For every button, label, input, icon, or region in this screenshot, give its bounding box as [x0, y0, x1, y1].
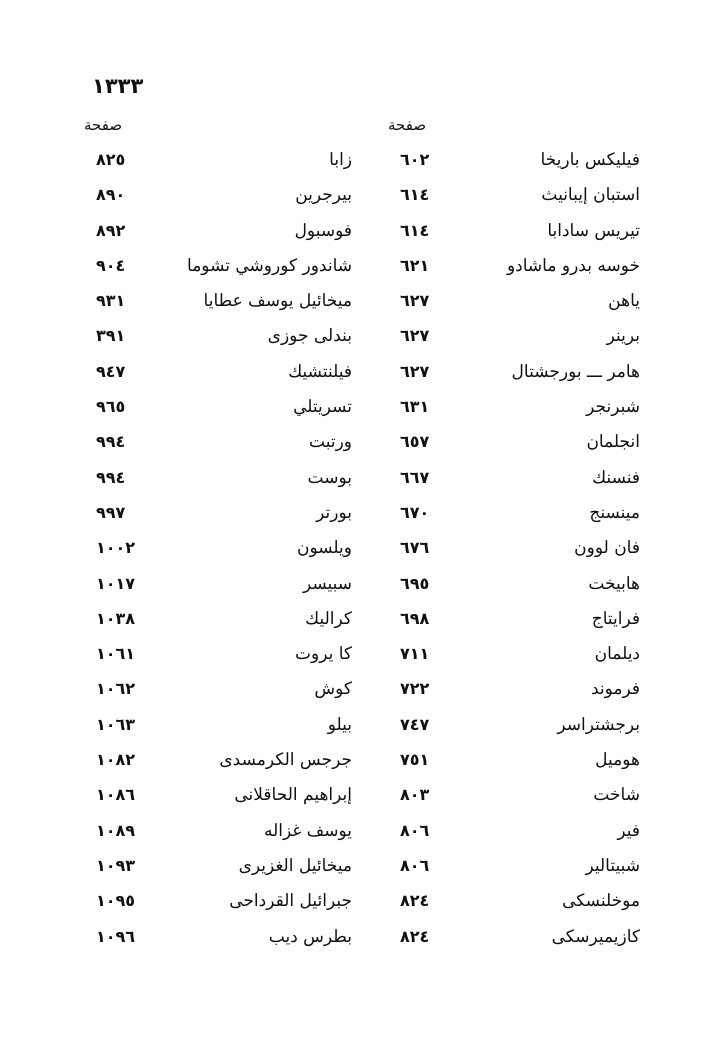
index-row [0, 180, 718, 215]
left-entry-page: ٨٢٥ [96, 150, 126, 169]
left-entry-page: ١٠٦١ [96, 644, 136, 664]
left-entry-name: كوش [314, 679, 352, 700]
right-entry-page: ٦٢١ [400, 255, 430, 275]
left-entry-page: ١٠٨٢ [96, 750, 136, 770]
index-row [0, 145, 718, 180]
left-entry-name: ميخائيل الغزيرى [238, 855, 352, 876]
right-entry-page: ٦١٤ [400, 185, 430, 205]
left-entry-name: جرجس الكرمسدى [219, 750, 352, 771]
left-entry-page: ٩٣١ [96, 291, 126, 311]
left-entry-page: ٩٩٧ [96, 502, 126, 522]
right-entry-page: ٦٦٧ [400, 467, 430, 487]
index-row [0, 851, 718, 886]
left-entry-name: سبيسر [302, 573, 352, 594]
right-entry-page: ٦١٤ [400, 220, 430, 240]
index-row [0, 745, 718, 780]
index-row [0, 427, 718, 462]
right-entry-page: ٦٢٧ [400, 291, 430, 311]
left-entry-page: ١٠٨٦ [96, 785, 136, 805]
index-row [0, 321, 718, 356]
right-entry-page: ٧٤٧ [400, 714, 430, 734]
left-entry-name: كراليك [305, 608, 352, 629]
right-entry-name: فيليكس باريخا [540, 150, 640, 170]
right-entry-name: برينر [606, 326, 640, 347]
right-entry-name: برجشتراسر [557, 714, 640, 735]
right-entry-page: ٦٧٦ [400, 538, 430, 558]
index-row [0, 251, 718, 286]
right-entry-name: استبان إيبانيث [541, 185, 640, 206]
right-entry-name: فنسنك [592, 467, 640, 488]
index-row [0, 569, 718, 604]
left-entry-name: جبرائيل القرداحى [229, 891, 352, 912]
left-entry-page: ٣٩١ [96, 326, 126, 346]
right-entry-name: فان لوون [574, 538, 640, 559]
left-entry-page: ١٠٦٣ [96, 714, 136, 734]
left-entry-page: ١٠٠٢ [96, 538, 136, 558]
left-entry-name: فيلنتشيك [288, 361, 352, 382]
right-entry-page: ٨٠٣ [400, 785, 430, 805]
right-entry-name: انجلمان [586, 432, 640, 453]
right-entry-page: ٨٠٦ [400, 820, 430, 840]
right-entry-page: ٦٠٢ [400, 150, 430, 169]
left-entry-page: ١٠٩٦ [96, 926, 136, 946]
left-entry-name: بورتر [316, 502, 352, 523]
left-entry-page: ٩٦٥ [96, 397, 126, 417]
right-entry-page: ٦٢٧ [400, 326, 430, 346]
left-entry-name: ويلسون [296, 538, 352, 559]
left-entry-name: كا يروت [294, 644, 352, 665]
left-entry-page: ١٠٣٨ [96, 608, 136, 628]
index-row [0, 674, 718, 709]
right-entry-page: ٨٢٤ [400, 891, 430, 911]
left-entry-page: ١٠١٧ [96, 573, 136, 593]
index-row [0, 286, 718, 321]
left-entry-page: ١٠٨٩ [96, 820, 136, 840]
left-entry-name: شاندور كوروشي تشوما [187, 255, 352, 276]
index-row [0, 604, 718, 639]
right-entry-page: ٦٩٨ [400, 608, 430, 628]
right-entry-name: ديلمان [594, 644, 640, 665]
index-row [0, 463, 718, 498]
right-entry-page: ٦٩٥ [400, 573, 430, 593]
right-entry-page: ٦٧٠ [400, 502, 430, 522]
right-column-header: صفحة [388, 116, 427, 134]
index-row [0, 216, 718, 251]
right-entry-name: خوسه بدرو ماشادو [506, 255, 640, 276]
right-entry-name: تيريس سادابا [547, 220, 640, 241]
left-entry-page: ٩٠٤ [96, 255, 126, 275]
index-row [0, 639, 718, 674]
left-entry-name: بطرس ديب [268, 926, 352, 947]
right-entry-name: شبرنجر [586, 397, 640, 418]
left-entry-name: بندلى جوزى [267, 326, 352, 347]
right-entry-name: موخلنسكى [562, 891, 640, 912]
right-entry-name: مينسنج [589, 502, 640, 523]
right-entry-page: ٦٣١ [400, 397, 430, 417]
left-entry-name: ورتبت [309, 432, 352, 453]
left-entry-name: زابا [329, 150, 352, 170]
index-row [0, 357, 718, 392]
index-row [0, 533, 718, 568]
index-row [0, 710, 718, 745]
right-entry-page: ٦٥٧ [400, 432, 430, 452]
left-entry-page: ٩٤٧ [96, 361, 126, 381]
left-entry-name: يوسف غزاله [263, 820, 352, 841]
index-row [0, 498, 718, 533]
page-number: ١٣٣٣ [92, 74, 144, 98]
index-row [0, 392, 718, 427]
right-entry-name: هابيخت [588, 573, 640, 594]
index-table [0, 145, 718, 957]
left-entry-name: بيلو [327, 714, 352, 735]
right-entry-page: ٧٢٢ [400, 679, 430, 699]
right-entry-name: فرايتاج [591, 608, 640, 629]
right-entry-name: شاخت [593, 785, 640, 806]
index-row [0, 886, 718, 921]
right-entry-name: فرموند [590, 679, 640, 700]
left-entry-page: ٩٩٤ [96, 432, 126, 452]
right-entry-page: ٨٢٤ [400, 926, 430, 946]
left-entry-page: ٩٩٤ [96, 467, 126, 487]
right-entry-name: هوميل [595, 750, 640, 771]
left-entry-name: فوسبول [294, 220, 352, 241]
left-entry-name: ميخائيل يوسف عطايا [203, 291, 352, 312]
right-entry-name: فير [617, 820, 640, 841]
left-entry-name: بوست [307, 467, 352, 488]
left-entry-page: ٨٩٢ [96, 220, 126, 240]
right-entry-name: كازيميرسكى [551, 926, 640, 947]
left-entry-name: تسريتلي [293, 397, 352, 418]
index-row [0, 816, 718, 851]
left-entry-page: ١٠٩٥ [96, 891, 136, 911]
right-entry-page: ٨٠٦ [400, 855, 430, 875]
left-column-header: صفحة [84, 116, 123, 134]
left-entry-page: ٨٩٠ [96, 185, 126, 205]
left-entry-page: ١٠٩٣ [96, 855, 136, 875]
right-entry-page: ٧١١ [400, 644, 430, 664]
left-entry-name: بيرجرين [295, 185, 352, 206]
right-entry-page: ٧٥١ [400, 750, 430, 770]
right-entry-page: ٦٢٧ [400, 361, 430, 381]
right-entry-name: هامر ـــ بورجشتال [511, 361, 640, 382]
index-row [0, 922, 718, 957]
left-entry-page: ١٠٦٢ [96, 679, 136, 699]
right-entry-name: شبيتالير [585, 855, 640, 876]
left-entry-name: إبراهيم الحاقلانى [234, 785, 352, 806]
index-row [0, 780, 718, 815]
right-entry-name: ياهن [608, 291, 640, 312]
